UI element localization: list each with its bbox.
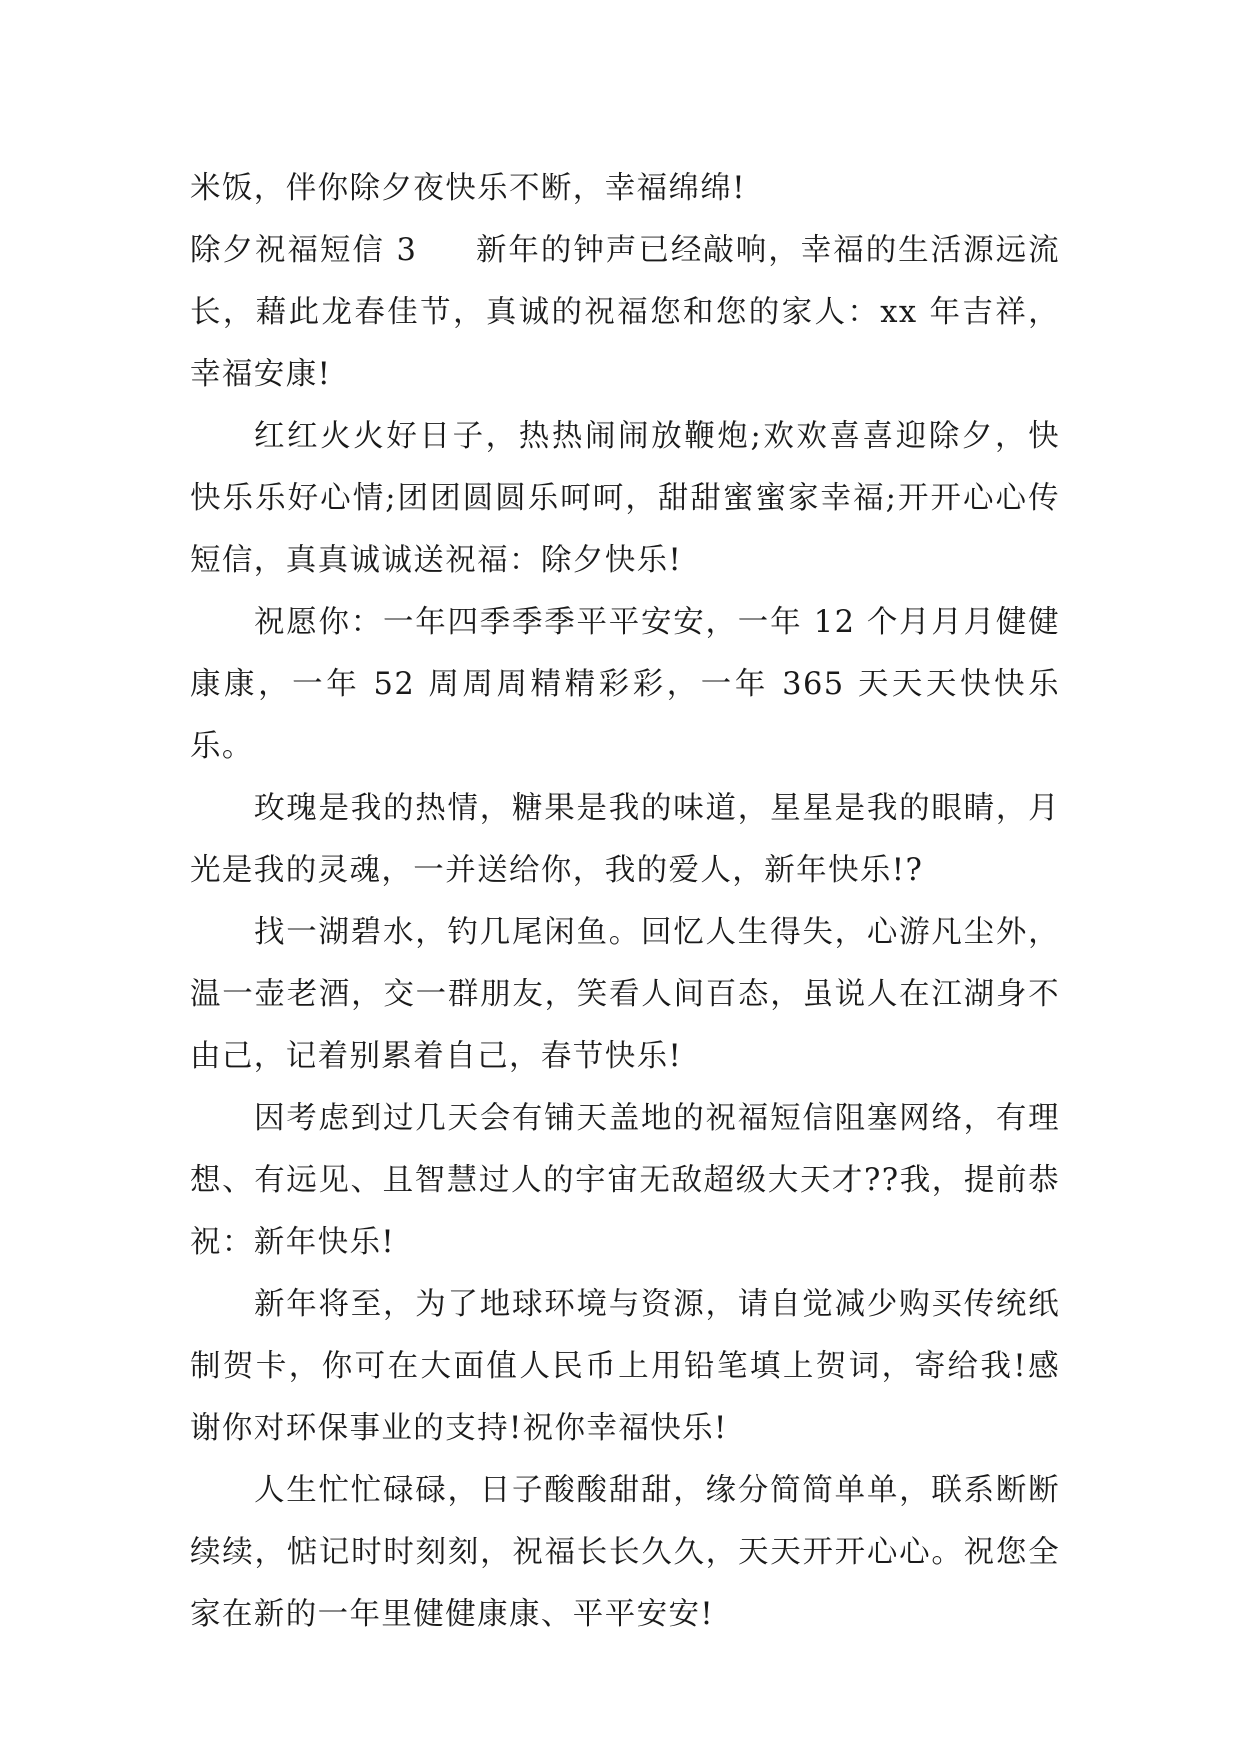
paragraph-1-text: 新年的钟声已经敲响，幸福的生活源远流长，藉此龙春佳节，真诚的祝福您和您的家人：xx 年吉祥，幸福安康!: [190, 233, 1060, 392]
section-heading: 除夕祝福短信 3: [190, 233, 418, 268]
paragraph-8: 人生忙忙碌碌，日子酸酸甜甜，缘分简简单单，联系断断续续，惦记时时刻刻，祝福长长久久，天天开开心心。祝您全家在新的一年里健健康康、平平安安!: [190, 1473, 1060, 1632]
paragraph-3: 祝愿你：一年四季季季平平安安，一年 12 个月月月健健康康，一年 52 周周周精精彩彩，一年 365 天天天快快乐乐。: [190, 605, 1060, 764]
paragraph-0: 米饭，伴你除夕夜快乐不断，幸福绵绵!: [190, 171, 746, 206]
paragraph-5: 找一湖碧水，钓几尾闲鱼。回忆人生得失，心游凡尘外，温一壶老酒，交一群朋友，笑看人间百态，虽说人在江湖身不由己，记着别累着自己，春节快乐!: [190, 915, 1060, 1074]
paragraph-7: 新年将至，为了地球环境与资源，请自觉减少购买传统纸制贺卡，你可在大面值人民币上用铅笔填上贺词，寄给我!感谢你对环保事业的支持!祝你幸福快乐!: [190, 1287, 1060, 1446]
paragraph-6: 因考虑到过几天会有铺天盖地的祝福短信阻塞网络，有理想、有远见、且智慧过人的宇宙无敌超级大天才??我，提前恭祝：新年快乐!: [190, 1101, 1060, 1260]
document-body: [190, 158, 1060, 1646]
paragraph-4: 玫瑰是我的热情，糖果是我的味道，星星是我的眼睛，月光是我的灵魂，一并送给你，我的爱人，新年快乐!?: [190, 791, 1060, 888]
paragraph-2: 红红火火好日子，热热闹闹放鞭炮;欢欢喜喜迎除夕，快快乐乐好心情;团团圆圆乐呵呵，甜甜蜜蜜家幸福;开开心心传短信，真真诚诚送祝福：除夕快乐!: [190, 419, 1060, 578]
paragraph-1: [190, 220, 1060, 406]
